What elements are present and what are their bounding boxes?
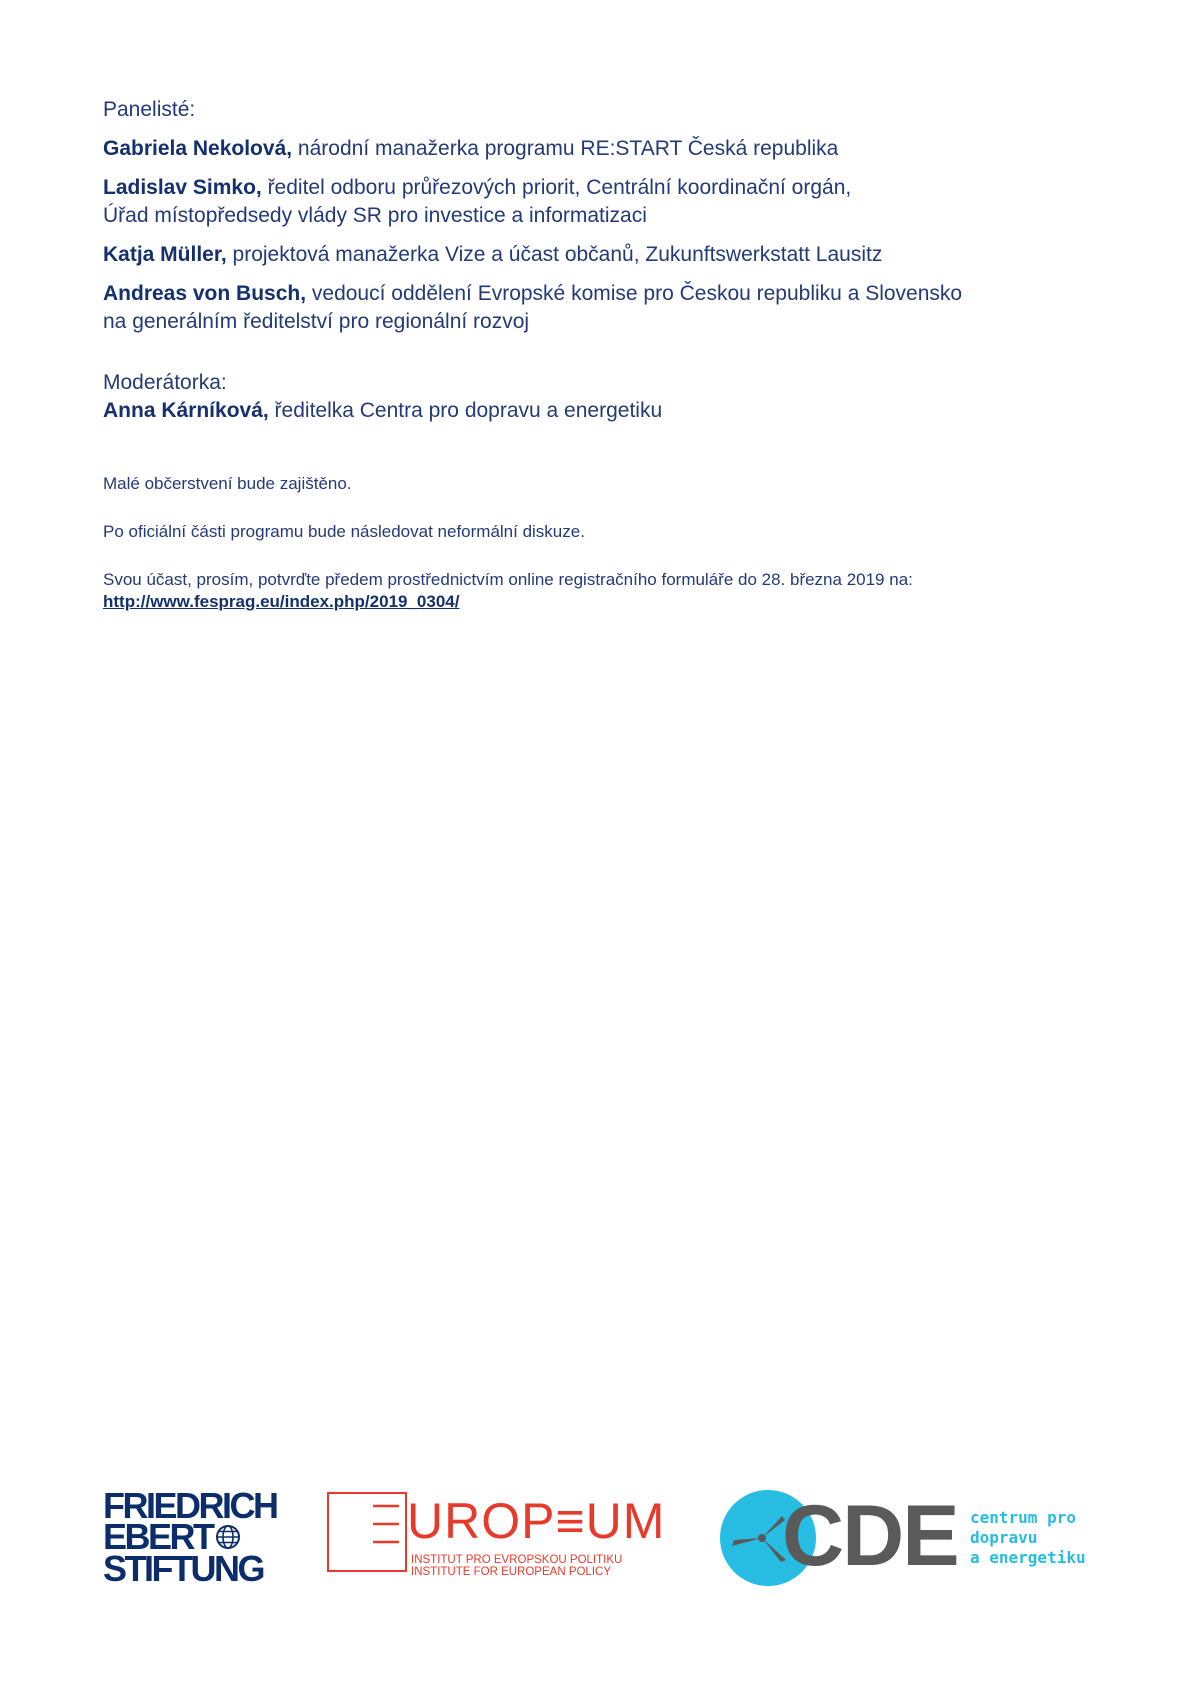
europeum-logo: [327, 1492, 677, 1577]
panelist-role: vedoucí oddělení Evropské komise pro Českou republiku a Slovensko: [306, 282, 963, 305]
panelist-3: [103, 241, 1103, 269]
panelist-4: [103, 280, 1103, 336]
registration-link[interactable]: http://www.fesprag.eu/index.php/2019_0304/: [103, 592, 460, 611]
cde-wordmark: CDE: [782, 1488, 958, 1584]
cde-tagline: [970, 1508, 1086, 1568]
refreshments-note: Malé občerstvení bude zajištěno.: [103, 474, 352, 493]
europeum-subtitle-cz: INSTITUT PRO EVROPSKOU POLITIKU: [411, 1554, 623, 1566]
europeum-wordmark: UROP≡UM: [407, 1493, 666, 1549]
discussion-note: Po oficiální části programu bude následovat neformální diskuze.: [103, 522, 585, 541]
panelist-role: ředitel odboru průřezových priorit, Centrální koordinační orgán,: [261, 176, 852, 199]
europeum-subtitle: [411, 1554, 622, 1578]
moderator-heading: Moderátorka:: [103, 371, 227, 394]
panel-heading: Panelisté:: [103, 98, 196, 121]
panelist-role: projektová manažerka Vize a účast občanů, Zukunftswerkstatt Lausitz: [226, 243, 883, 266]
fes-logo: [103, 1485, 283, 1589]
cde-tagline-2: dopravu: [970, 1528, 1038, 1547]
moderator-name: Anna Kárníková,: [103, 399, 269, 422]
fes-logo-line2-text: EBERT: [103, 1516, 213, 1557]
moderator-role: ředitelka Centra pro dopravu a energetiku: [268, 399, 663, 422]
panelist-role-cont: na generálním ředitelství pro regionální rozvoj: [103, 310, 530, 333]
panelist-1: [103, 135, 1103, 163]
invitation-content: [103, 96, 1103, 613]
panelist-name: Katja Müller,: [103, 243, 227, 266]
cde-tagline-3: a energetiku: [970, 1548, 1086, 1567]
panelist-2: [103, 174, 1103, 230]
partner-logos: [0, 1470, 1191, 1600]
panelist-name: Gabriela Nekolová,: [103, 137, 293, 160]
cde-tagline-1: centrum pro: [970, 1508, 1076, 1527]
europeum-subtitle-en: INSTITUTE FOR EUROPEAN POLICY: [411, 1566, 611, 1578]
fes-logo-line3: STIFTUNG: [103, 1548, 263, 1589]
panelist-name: Ladislav Simko,: [103, 176, 262, 199]
cde-logo: [720, 1480, 1100, 1590]
registration-note: Svou účast, prosím, potvrďte předem prostřednictvím online registračního formuláře do 28. března 2019 na:: [103, 570, 913, 589]
panelist-role-cont: Úřad místopředsedy vlády SR pro investice a informatizaci: [103, 204, 647, 227]
fes-logo-line1: FRIEDRICH: [103, 1485, 277, 1526]
moderator: [103, 397, 1103, 425]
europeum-e-mark: [371, 1504, 401, 1544]
panelist-name: Andreas von Busch,: [103, 282, 307, 305]
panelist-role: národní manažerka programu RE:START Česká republika: [292, 137, 839, 160]
